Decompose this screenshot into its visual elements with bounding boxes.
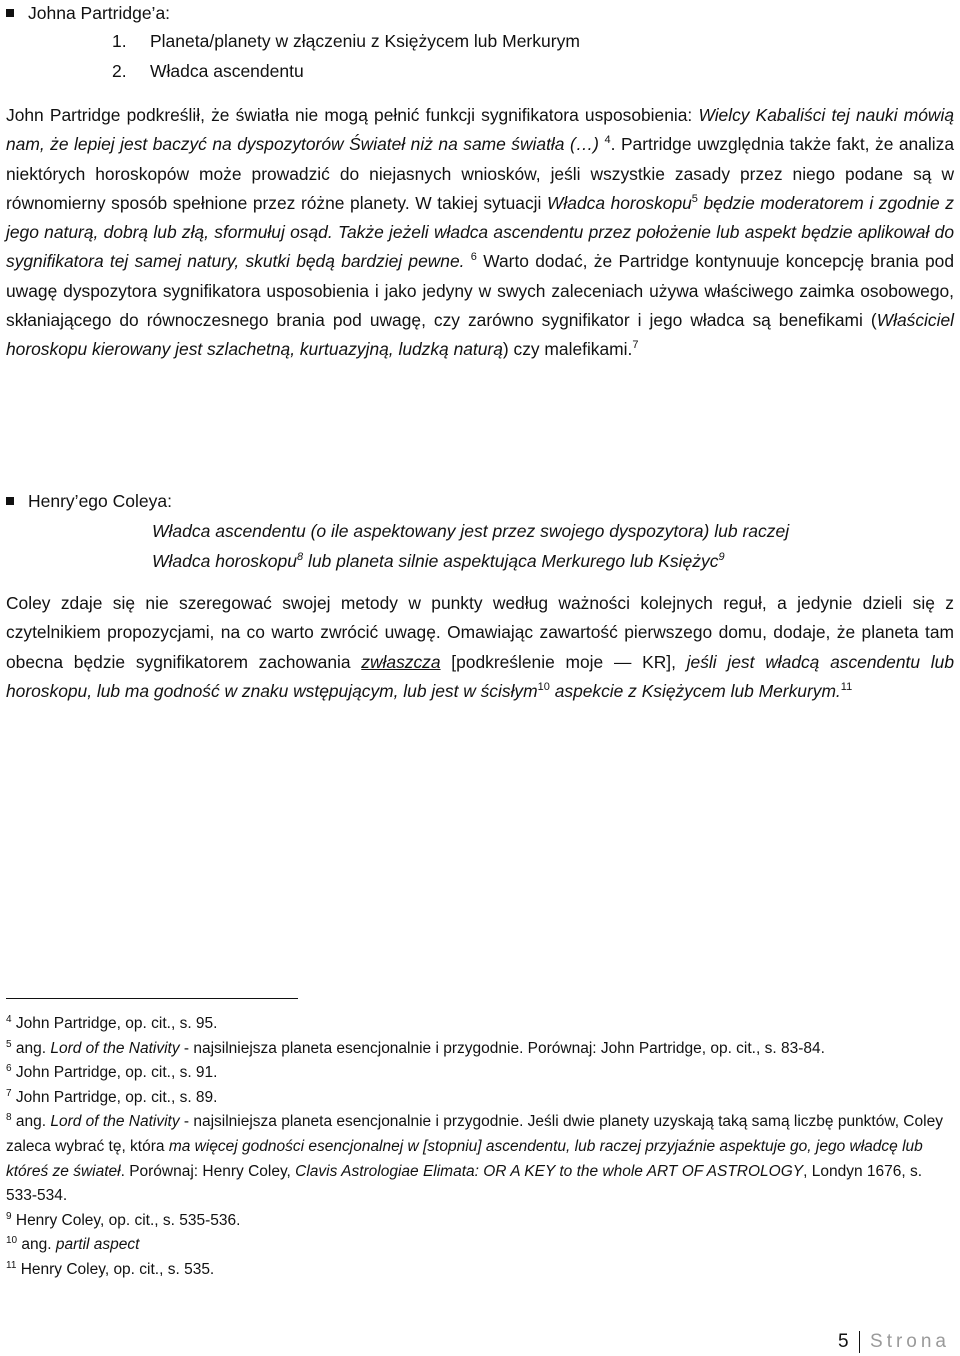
list-item: 1. Planeta/planety w złączeniu z Księżycem lub Merkurym <box>112 31 580 51</box>
square-bullet-icon <box>6 497 14 505</box>
page-number: 5 <box>837 1331 849 1352</box>
footnote: $^8$ ang. Lord of the Nativity - najsilniejsza planeta esencjonalnie i przygodnie. Jeśli dwie planety uzyskają taką samą liczbę punktów, Coley zaleca wybrać tę, która ma więcej godności esencjonalnej w [stopniu] ascendentu, lub raczej przyjaźnie aspektuje go, jego władcę lub któreś ze świateł. Porównaj: Henry Coley, Clavis Astrologiae Elimata: OR A KEY to the whole ART OF ASTROLOGY, Londyn 1676, s. 533-534. <box>6 1112 943 1205</box>
footnote-ref: 6 <box>470 251 477 264</box>
footnote-separator <box>6 998 298 999</box>
coley-method-lines: Władca ascendentu (o ile aspektowany jest przez swojego dyspozytora) lub raczej Władca horoskopu$^8$ lub planeta silnie aspektująca Merkurego lub Księżyc$^9$ <box>152 521 790 571</box>
footnote: $^{10}$ ang. partil aspect <box>6 1235 140 1254</box>
footnote: $^{11}$ Henry Coley, op. cit., s. 535. <box>6 1259 215 1278</box>
bullet-heading-text: Johna Partridge’a: <box>28 3 171 23</box>
footer-separator <box>859 1331 861 1353</box>
footnote: $^4$ John Partridge, op. cit., s. 95. <box>6 1013 218 1032</box>
footnote-ref: 4 <box>604 134 611 147</box>
square-bullet-icon <box>6 9 14 17</box>
paragraph-coley: Coley zdaje się nie szeregować swojej metody w punkty według ważności kolejnych reguł, a jedynie dzieli się z czytelnikiem propozycjami, na co warto zwrócić uwagę. Omawiając zawartość pierwszego domu, dodaje, że planeta tam obecna będzie sygnifikatorem zachowania zwłaszcza [podkreślenie moje — KR], jeśli jest władcą ascendentu lub horoskopu, lub ma godność w znaku wstępującym, lub jest w ścisłym$^{10}$ aspekcie z Księżycem lub Merkurym.$^{11}$ <box>6 593 954 701</box>
footnote: $^6$ John Partridge, op. cit., s. 91. <box>6 1063 218 1082</box>
page-label: Strona <box>870 1331 950 1352</box>
footnote: $^7$ John Partridge, op. cit., s. 89. <box>6 1087 218 1106</box>
footnote-ref: 10 <box>537 681 550 694</box>
footnote: $^5$ ang. Lord of the Nativity - najsilniejsza planeta esencjonalnie i przygodnie. Porównaj: John Partridge, op. cit., s. 83-84. <box>6 1038 825 1057</box>
footnote-ref: 11 <box>840 681 853 694</box>
page-footer <box>838 1328 950 1356</box>
bullet-heading-text: Henry’ego Coleya: <box>28 491 172 511</box>
footnote-ref: 8 <box>296 551 304 564</box>
paragraph-partridge: John Partridge podkreślił, że światła nie mogą pełnić funkcji sygnifikatora usposobienia: Wielcy Kabaliści tej nauki mówią nam, że lepiej jest baczyć na dyspozytorów Świateł niż na same światła (…) $^4$. Partridge uwzględnia także fakt, że analiza niektórych horoskopów może prowadzić do niejasnych wniosków, jeśli wszystkie zasady przez niego podane są w równomierny sposób spełnione przez różne planety. W takiej sytuacji Władca horoskopu$^5$ będzie moderatorem i zgodnie z jego naturą, dobrą lub złą, sformułuj osąd. Także jeżeli władca ascendentu przez położenie lub aspekt będzie aplikował do sygnifikatora tej samej natury, skutki będą bardziej pewne. $^6$ Warto dodać, że Partridge kontynuuje koncepcję brania pod uwagę dyspozytora sygnifikatora usposobienia i jako jedyny w swych zaleceniach używa właściwego zaimka osobowego, skłaniającego do równoczesnego brania pod uwagę, czy zarówno sygnifikator i jego władca są benefikami (Właściciel horoskopu kierowany jest szlachetną, kurtuazyjną, ludzką naturą) czy malefikami.$^7$ <box>6 105 954 360</box>
footnote-ref: 9 <box>718 551 725 564</box>
list-item: 2. Władca ascendentu <box>112 60 304 81</box>
footnotes <box>6 1012 954 1283</box>
bullet-heading-coley <box>6 487 172 515</box>
footnote: $^9$ Henry Coley, op. cit., s. 535-536. <box>6 1210 241 1229</box>
numbered-list <box>112 27 580 86</box>
bullet-heading-partridge <box>6 0 170 27</box>
footnote-ref: 5 <box>691 193 698 206</box>
footnote-ref: 7 <box>632 339 639 352</box>
